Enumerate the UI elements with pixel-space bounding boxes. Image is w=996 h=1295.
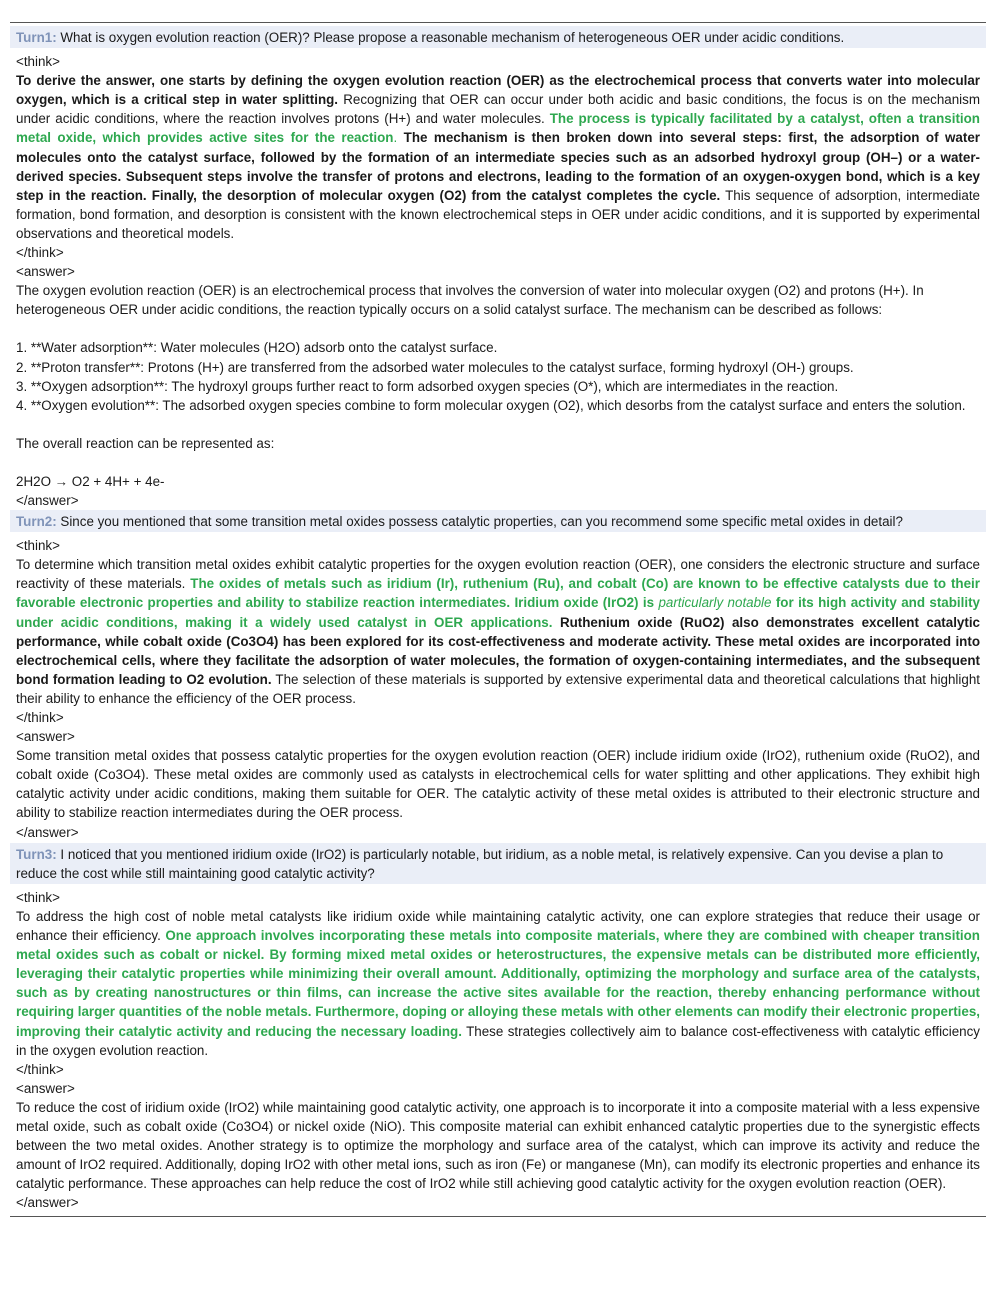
answer-step: 3. **Oxygen adsorption**: The hydroxyl groups further react to form adsorbed oxygen species (O*), which are intermediates in the reaction. (16, 378, 839, 394)
question-text: Since you mentioned that some transition metal oxides possess catalytic properties, can you recommend some specific metal oxides in detail? (56, 514, 903, 530)
question-text: What is oxygen evolution reaction (OER)? Please propose a reasonable mechanism of heterogeneous OER under acidic conditions. (56, 30, 845, 45)
think-open-tag: <think> (16, 889, 60, 905)
think-segment: These strategies collectively aim to balance cost-effectiveness with catalytic efficiency in the oxygen evolution reaction. (16, 1023, 980, 1058)
think-close-tag: </think> (16, 245, 64, 261)
turn-2-question (10, 510, 986, 532)
think-segment: To address the high cost of noble metal catalysts like iridium oxide while maintaining catalytic activity, one can explore strategies that reduce their usage or enhance their efficiency. (16, 908, 980, 944)
answer-close-tag: </answer> (16, 824, 79, 840)
think-segment: Ruthenium oxide (RuO2) also demonstrates excellent catalytic performance, while cobalt oxide (Co3O4) has been explored for its cost-effectiveness and moderate activity. These metal oxides are incorporated into electrochemical cells, where they facilitate the adsorption of water molecules, the formation of oxygen-containing intermediates, and the subsequent bond formation leading to O2 evolution. (16, 614, 980, 687)
think-segment-highlight: particularly notable (658, 595, 772, 611)
answer-intro: The oxygen evolution reaction (OER) is an electrochemical process that involves the conversion of water into molecular oxygen (O2) and protons (H+). In heterogeneous OER under acidic conditions, the reaction typically occurs on a solid catalyst surface. The mechanism can be described as follows: (16, 283, 924, 318)
think-segment: To determine which transition metal oxides exhibit catalytic properties for the oxygen evolution reaction (OER), one considers the electronic structure and surface reactivity of these materials. (16, 557, 980, 592)
think-segment-highlight: The oxides of metals such as iridium (Ir), ruthenium (Ru), and cobalt (Co) are known to be effective catalysts due to their favorable electronic properties and ability to stabilize reaction intermediates. Iridium oxide (IrO2) is (16, 576, 980, 611)
think-segment: The selection of these materials is supported by extensive experimental data and theoretical calculations that highlight their ability to enhance the efficiency of the OER process. (16, 671, 981, 706)
think-open-tag: <think> (16, 54, 60, 70)
turn-label: Turn3: (16, 846, 57, 862)
answer-step: 1. **Water adsorption**: Water molecules (H2O) adsorb onto the catalyst surface. (16, 340, 498, 356)
think-close-tag: </think> (16, 1061, 64, 1077)
answer-close-tag: </answer> (16, 492, 79, 508)
answer-overall: The overall reaction can be represented as: (16, 435, 275, 451)
turn-3-response (10, 884, 986, 1213)
answer-close-tag: </answer> (16, 1195, 79, 1211)
think-segment: To derive the answer, one starts by defining the oxygen evolution reaction (OER) as the electrochemical process that converts water into molecular oxygen, which is a critical step in water splitting. (16, 73, 980, 108)
turn-1-question (10, 26, 986, 48)
answer-open-tag: <answer> (16, 264, 75, 280)
turn-3-question (10, 843, 986, 884)
answer-open-tag: <answer> (16, 1080, 75, 1096)
think-segment: Recognizing that OER can occur under both acidic and basic conditions, the focus is on the mechanism under acidic conditions, where the reaction involves protons (H+) and water molecules. (16, 92, 981, 127)
think-segment: The mechanism is then broken down into several steps: first, the adsorption of water molecules onto the catalyst surface, followed by the formation of an intermediate species such as an adsorbed hydroxyl group (OH–) or a water-derived species. Subsequent steps involve the transfer of protons and electrons, leading to the formation of an oxygen-oxygen bond, which is a key step in the reaction. Finally, the desorption of molecular oxygen (O2) from the catalyst completes the cycle. (16, 130, 980, 203)
think-paragraph (16, 71, 980, 243)
question-text: I noticed that you mentioned iridium oxide (IrO2) is particularly notable, but iridium, as a noble metal, is relatively expensive. Can you devise a plan to reduce the cost while still maintaining good catalytic activity? (16, 846, 944, 881)
think-open-tag: <think> (16, 538, 60, 554)
think-segment-highlight: One approach involves incorporating these metals into composite materials, where they are combined with cheaper transition metal oxides such as cobalt or nickel. By forming mixed metal oxides or heterostructures, the expensive metals can be distributed more efficiently, leveraging their catalytic properties while minimizing their overall amount. Additionally, optimizing the morphology and surface area of the catalysts, such as by creating nanostructures or thin films, can increase the active sites available for the reaction, thereby enhancing performance without requiring larger quantities of the noble metals. Furthermore, doping or alloying these metals with other elements can modify their electronic properties, improving their catalytic activity and reducing the necessary loading. (16, 928, 980, 1039)
think-segment-highlight: for its high activity and stability under acidic conditions, making it a widely used catalyst in OER applications. (16, 595, 980, 630)
answer-text: To reduce the cost of iridium oxide (IrO2) while maintaining good catalytic activity, one approach is to incorporate it into a composite material with a less expensive metal oxide, such as cobalt oxide (Co3O4) or nickel oxide (NiO). This composite material can exhibit enhanced catalytic properties due to the synergistic effects between the two metal oxides. Another strategy is to optimize the morphology and surface area of the catalyst, which can improve its activity and reduce the amount of IrO2 required. Additionally, doping IrO2 with other metal ions, such as iron (Fe) or manganese (Mn), can modify its electronic properties and enhance its catalytic performance. These approaches can help reduce the cost of IrO2 while still achieving good catalytic activity for the oxygen evolution reaction (OER). (16, 1099, 980, 1192)
turn-label: Turn2: (16, 514, 57, 530)
turn-1-response (10, 48, 986, 510)
answer-step: 2. **Proton transfer**: Protons (H+) are transferred from the adsorbed water molecules to the catalyst surface, forming hydroxyl (OH-) groups. (16, 359, 854, 375)
turn-label: Turn1: (16, 30, 57, 45)
think-segment: This sequence of adsorption, intermediate formation, bond formation, and desorption is consistent with the known electrochemical steps in OER under acidic conditions, and it is supported by experimental observations and theoretical models. (16, 187, 980, 241)
think-paragraph (16, 555, 980, 708)
think-close-tag: </think> (16, 710, 64, 725)
think-segment-highlight: The process is typically facilitated by a catalyst, often a transition metal oxide, which provides active sites for the reaction (16, 111, 980, 146)
turn-2-response (10, 532, 986, 842)
answer-text: Some transition metal oxides that possess catalytic properties for the oxygen evolution reaction (OER) include iridium oxide (IrO2), ruthenium oxide (RuO2), and cobalt oxide (Co3O4). These metal oxides are commonly used as catalysts in electrochemical cells for water splitting and other applications. They exhibit high catalytic activity under acidic conditions, making them suitable for OER. The catalytic activity of these metal oxides is attributed to their electronic structure and ability to stabilize reaction intermediates during the OER process. (16, 748, 980, 821)
conversation-document (10, 22, 986, 1217)
think-paragraph (16, 907, 980, 1060)
think-segment: . (393, 130, 404, 146)
answer-step: 4. **Oxygen evolution**: The adsorbed oxygen species combine to form molecular oxygen (O2), which desorbs from the catalyst surface and enters the solution. (16, 397, 966, 413)
answer-open-tag: <answer> (16, 729, 75, 745)
answer-equation: 2H2O → O2 + 4H+ + 4e- (16, 473, 165, 489)
